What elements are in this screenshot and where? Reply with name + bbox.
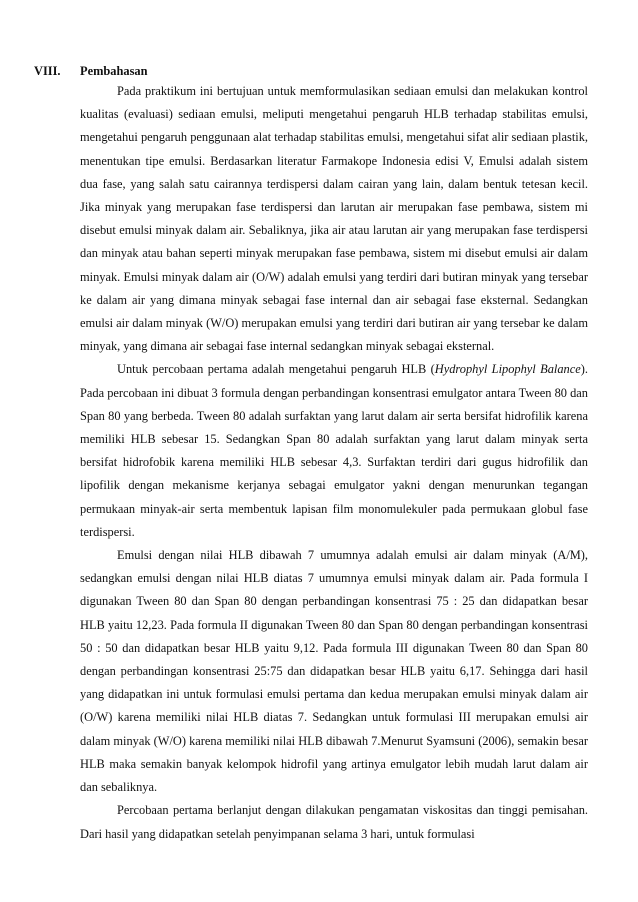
paragraph-hlb-experiment: [80, 358, 588, 544]
italic-term-hlb: Hydrophyl Lipophyl Balance: [434, 362, 581, 377]
paragraph-text: Untuk percobaan pertama adalah mengetahui pengaruh HLB (: [117, 362, 435, 377]
section-title: Pembahasan: [80, 64, 148, 78]
paragraph-text: Percobaan pertama berlanjut dengan dilakukan pengamatan viskositas dan tinggi pemisahan. Dari hasil yang didapatkan setelah penyimpanan selama 3 hari, untuk formulasi: [80, 803, 588, 841]
paragraph-text: Emulsi dengan nilai HLB dibawah 7 umumnya adalah emulsi air dalam minyak (A/M), sedangkan emulsi dengan nilai HLB diatas 7 umumnya emulsi minyak dalam air. Pada formula I digunakan Tween 80 dan Span 80 dengan perbandingan konsentrasi 75 : 25 dan didapatkan besar HLB yaitu 12,23. Pada formula II digunakan Tween 80 dan Span 80 dengan perbandingan konsentrasi 50 : 50 dan didapatkan besar HLB yaitu 9,12. Pada formula III digunakan Tween 80 dan Span 80 dengan perbandingan konsentrasi 25:75 dan didapatkan besar HLB yaitu 6,17. Sehingga dari hasil yang didapatkan ini untuk formulasi emulsi pertama dan kedua merupakan emulsi minyak dalam air (O/W) karena memiliki nilai HLB diatas 7. Sedangkan untuk formulasi III merupakan emulsi air dalam minyak (W/O) karena memiliki nilai HLB dibawah 7.Menurut Syamsuni (2006), semakin besar HLB maka semakin banyak kelompok hidrofil yang artinya emulgator lebih mudah larut dalam air dan sebaliknya.: [80, 548, 588, 795]
section-body: [80, 80, 588, 846]
paragraph-viscosity: [80, 799, 588, 845]
section-number: VIII.: [34, 64, 61, 78]
paragraph-hlb-formulas: [80, 544, 588, 799]
paragraph-intro-emulsion: [80, 80, 588, 358]
paragraph-text: Pada praktikum ini bertujuan untuk memformulasikan sediaan emulsi dan melakukan kontrol kualitas (evaluasi) sediaan emulsi, meliputi mengetahui pengaruh HLB terhadap stabilitas emulsi, mengetahui pengaruh penggunaan alat terhadap stabilitas emulsi, mengetahui sifat alir sediaan plastik, menentukan tipe emulsi. Berdasarkan literatur Farmakope Indonesia edisi V, Emulsi adalah sistem dua fase, yang salah satu cairannya terdispersi dalam cairan yang lain, dalam bentuk tetesan kecil. Jika minyak yang merupakan fase terdispersi dan larutan air merupakan fase pembawa, sistem mi disebut emulsi minyak dalam air. Sebaliknya, jika air atau larutan air yang merupakan fase terdispersi dan minyak atau bahan seperti minyak merupakan fase pembawa, sistem mi disebut emulsi air dalam minyak. Emulsi minyak dalam air (O/W) adalah emulsi yang terdiri dari butiran minyak yang tersebar ke dalam air yang dimana minyak sebagai fase internal dan air sebagai fase eksternal. Sedangkan emulsi air dalam minyak (W/O) merupakan emulsi yang terdiri dari butiran air yang tersebar ke dalam minyak, yang dimana air sebagai fase internal sedangkan minyak sebagai eksternal.: [80, 84, 588, 354]
paragraph-text: ). Pada percobaan ini dibuat 3 formula dengan perbandingan konsentrasi emulgator antara Tween 80 dan Span 80 yang berbeda. Tween 80 adalah surfaktan yang larut dalam air serta bersifat hidrofilik karena memiliki HLB sebesar 15. Sedangkan Span 80 adalah surfaktan yang larut dalam minyak serta bersifat hidrofobik karena memiliki HLB sebesar 4,3. Surfaktan terdiri dari gugus hidrofilik dan lipofilik dengan mekanisme kerjanya sebagai emulgator yakni dengan menurunkan tegangan permukaan minyak-air serta membentuk lapisan film monomulekuler pada permukaan globul fase terdispersi.: [80, 362, 588, 539]
